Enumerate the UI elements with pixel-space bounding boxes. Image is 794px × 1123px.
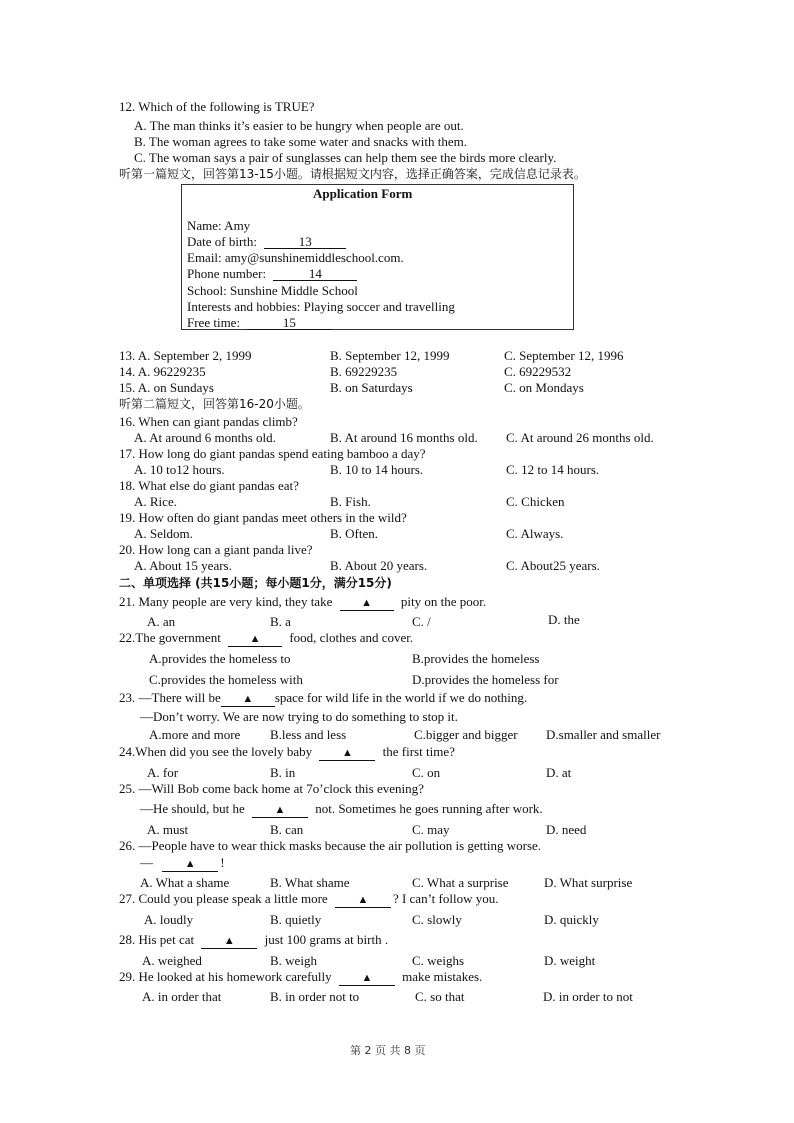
q23-option-b: B.less and less bbox=[270, 727, 347, 742]
q26-reply-pre: — bbox=[140, 855, 153, 870]
form-free-time bbox=[187, 315, 331, 330]
q26-reply bbox=[140, 855, 225, 872]
q22-stem-pre: 22.The government bbox=[119, 630, 221, 645]
q13-option-c: C. September 12, 1996 bbox=[504, 348, 624, 363]
q22-blank: ▲ bbox=[228, 633, 282, 647]
q23-blank: ▲ bbox=[221, 693, 275, 707]
q25-option-b: B. can bbox=[270, 822, 304, 837]
form-phone-blank: 14 bbox=[273, 267, 357, 281]
q24-blank: ▲ bbox=[319, 747, 375, 761]
q28-option-d: D. weight bbox=[544, 953, 596, 968]
section2-intro: 听第二篇短文，回答第16-20小题。 bbox=[119, 397, 310, 411]
q27-option-c: C. slowly bbox=[412, 912, 462, 927]
q25-reply-post: not. Sometimes he goes running after work. bbox=[315, 801, 543, 816]
q24-option-b: B. in bbox=[270, 765, 296, 780]
q20-option-a: A. About 15 years. bbox=[134, 558, 232, 573]
q25-reply-pre: —He should, but he bbox=[140, 801, 245, 816]
q22-option-b: B.provides the homeless bbox=[412, 651, 540, 666]
q25-option-a: A. must bbox=[147, 822, 189, 837]
q27-blank: ▲ bbox=[335, 894, 391, 908]
q16-stem: 16. When can giant pandas climb? bbox=[119, 414, 298, 429]
q14-option-b: B. 69229235 bbox=[330, 364, 398, 379]
q12-option-b: B. The woman agrees to take some water and snacks with them. bbox=[134, 134, 467, 149]
q17-option-c: C. 12 to 14 hours. bbox=[506, 462, 600, 477]
q25-option-d: D. need bbox=[546, 822, 587, 837]
q27-stem-pre: 27. Could you please speak a little more bbox=[119, 891, 328, 906]
form-title: Application Form bbox=[313, 186, 413, 201]
form-dob-blank: 13 bbox=[264, 235, 346, 249]
q21-option-d: D. the bbox=[548, 612, 580, 627]
q25-stem: 25. —Will Bob come back home at 7o’clock this evening? bbox=[119, 781, 424, 796]
q28-stem-post: just 100 grams at birth . bbox=[264, 932, 389, 947]
q28-stem bbox=[119, 932, 388, 949]
q22-stem bbox=[119, 630, 413, 647]
q19-option-b: B. Often. bbox=[330, 526, 379, 541]
q18-option-b: B. Fish. bbox=[330, 494, 371, 509]
q23-option-a: A.more and more bbox=[149, 727, 241, 742]
q20-option-c: C. About25 years. bbox=[506, 558, 600, 573]
form-interests: Interests and hobbies: Playing soccer and travelling bbox=[187, 299, 455, 314]
q23-reply: —Don’t worry. We are now trying to do something to stop it. bbox=[140, 709, 458, 724]
q27-option-b: B. quietly bbox=[270, 912, 322, 927]
q24-stem bbox=[119, 744, 455, 761]
q23-option-c: C.bigger and bigger bbox=[414, 727, 518, 742]
q17-stem: 17. How long do giant pandas spend eating bamboo a day? bbox=[119, 446, 426, 461]
q21-stem bbox=[119, 594, 486, 611]
q27-option-d: D. quickly bbox=[544, 912, 599, 927]
q29-stem bbox=[119, 969, 482, 986]
q21-option-b: B. a bbox=[270, 614, 291, 629]
q24-option-a: A. for bbox=[147, 765, 179, 780]
q26-stem: 26. —People have to wear thick masks because the air pollution is getting worse. bbox=[119, 838, 542, 853]
form-email: Email: amy@sunshinemiddleschool.com. bbox=[187, 250, 404, 265]
q25-option-c: C. may bbox=[412, 822, 450, 837]
q23-stem bbox=[119, 690, 527, 707]
q29-stem-pre: 29. He looked at his homework carefully bbox=[119, 969, 332, 984]
q27-option-a: A. loudly bbox=[144, 912, 194, 927]
q19-option-a: A. Seldom. bbox=[134, 526, 193, 541]
q28-stem-pre: 28. His pet cat bbox=[119, 932, 195, 947]
q24-stem-pre: 24.When did you see the lovely baby bbox=[119, 744, 313, 759]
q28-blank: ▲ bbox=[201, 935, 257, 949]
page-footer: 第 2 页 共 8 页 bbox=[350, 1044, 426, 1057]
q27-stem bbox=[119, 891, 498, 908]
q16-option-a: A. At around 6 months old. bbox=[134, 430, 276, 445]
form-name: Name: Amy bbox=[187, 218, 251, 233]
q26-option-c: C. What a surprise bbox=[412, 875, 509, 890]
q29-blank: ▲ bbox=[339, 972, 395, 986]
q12-option-c: C. The woman says a pair of sunglasses can help them see the birds more clearly. bbox=[134, 150, 557, 165]
q12-option-a: A. The man thinks it’s easier to be hungry when people are out. bbox=[134, 118, 464, 133]
q26-option-a: A. What a shame bbox=[140, 875, 230, 890]
q25-blank: ▲ bbox=[252, 804, 308, 818]
q28-option-b: B. weigh bbox=[270, 953, 317, 968]
q19-option-c: C. Always. bbox=[506, 526, 564, 541]
q22-option-c: C.provides the homeless with bbox=[149, 672, 303, 687]
form-phone bbox=[187, 266, 357, 281]
q29-stem-post: make mistakes. bbox=[402, 969, 483, 984]
q26-option-b: B. What shame bbox=[270, 875, 350, 890]
q29-option-b: B. in order not to bbox=[270, 989, 360, 1004]
q14-option-a: 14. A. 96229235 bbox=[119, 364, 206, 379]
q26-reply-post: ! bbox=[220, 855, 225, 870]
q29-option-a: A. in order that bbox=[142, 989, 222, 1004]
form-school: School: Sunshine Middle School bbox=[187, 283, 358, 298]
q24-option-d: D. at bbox=[546, 765, 572, 780]
q22-stem-post: food, clothes and cover. bbox=[289, 630, 414, 645]
q17-option-b: B. 10 to 14 hours. bbox=[330, 462, 424, 477]
q28-option-c: C. weighs bbox=[412, 953, 464, 968]
form-phone-label: Phone number: bbox=[187, 266, 267, 281]
section1-intro: 听第一篇短文，回答第13-15小题。请根据短文内容，选择正确答案，完成信息记录表。 bbox=[119, 167, 586, 181]
q15-option-b: B. on Saturdays bbox=[330, 380, 413, 395]
q23-option-d: D.smaller and smaller bbox=[546, 727, 661, 742]
q19-stem: 19. How often do giant pandas meet others in the wild? bbox=[119, 510, 407, 525]
q18-option-a: A. Rice. bbox=[134, 494, 177, 509]
q21-option-c: C. / bbox=[412, 614, 431, 629]
q24-option-c: C. on bbox=[412, 765, 441, 780]
q15-option-a: 15. A. on Sundays bbox=[119, 380, 214, 395]
q16-option-b: B. At around 16 months old. bbox=[330, 430, 478, 445]
q21-stem-post: pity on the poor. bbox=[400, 594, 487, 609]
q29-option-d: D. in order to not bbox=[543, 989, 633, 1004]
q21-blank: ▲ bbox=[340, 597, 394, 611]
q13-option-a: 13. A. September 2, 1999 bbox=[119, 348, 252, 363]
q21-stem-pre: 21. Many people are very kind, they take bbox=[119, 594, 333, 609]
q22-option-d: D.provides the homeless for bbox=[412, 672, 559, 687]
q16-option-c: C. At around 26 months old. bbox=[506, 430, 654, 445]
q18-stem: 18. What else do giant pandas eat? bbox=[119, 478, 299, 493]
q27-stem-post: ? I can’t follow you. bbox=[392, 891, 499, 906]
q12-stem: 12. Which of the following is TRUE? bbox=[119, 99, 315, 114]
form-free-blank: 15 bbox=[247, 316, 331, 330]
q23-stem-pre: 23. —There will be bbox=[119, 690, 221, 705]
form-dob-label: Date of birth: bbox=[187, 234, 258, 249]
form-free-label: Free time: bbox=[187, 315, 241, 330]
part2-title: 二、单项选择 (共15小题；每小题1分，满分15分) bbox=[119, 576, 392, 590]
q24-stem-post: the first time? bbox=[382, 744, 455, 759]
q22-option-a: A.provides the homeless to bbox=[149, 651, 291, 666]
form-dob bbox=[187, 234, 346, 249]
q26-option-d: D. What surprise bbox=[544, 875, 633, 890]
q20-stem: 20. How long can a giant panda live? bbox=[119, 542, 313, 557]
q20-option-b: B. About 20 years. bbox=[330, 558, 428, 573]
q23-stem-post: space for wild life in the world if we do nothing. bbox=[274, 690, 528, 705]
q25-reply bbox=[140, 801, 543, 818]
q18-option-c: C. Chicken bbox=[506, 494, 565, 509]
q21-option-a: A. an bbox=[147, 614, 176, 629]
q13-option-b: B. September 12, 1999 bbox=[330, 348, 450, 363]
q15-option-c: C. on Mondays bbox=[504, 380, 584, 395]
q28-option-a: A. weighed bbox=[142, 953, 202, 968]
q26-blank: ▲ bbox=[162, 858, 218, 872]
q17-option-a: A. 10 to12 hours. bbox=[134, 462, 225, 477]
q14-option-c: C. 69229532 bbox=[504, 364, 572, 379]
q29-option-c: C. so that bbox=[415, 989, 465, 1004]
